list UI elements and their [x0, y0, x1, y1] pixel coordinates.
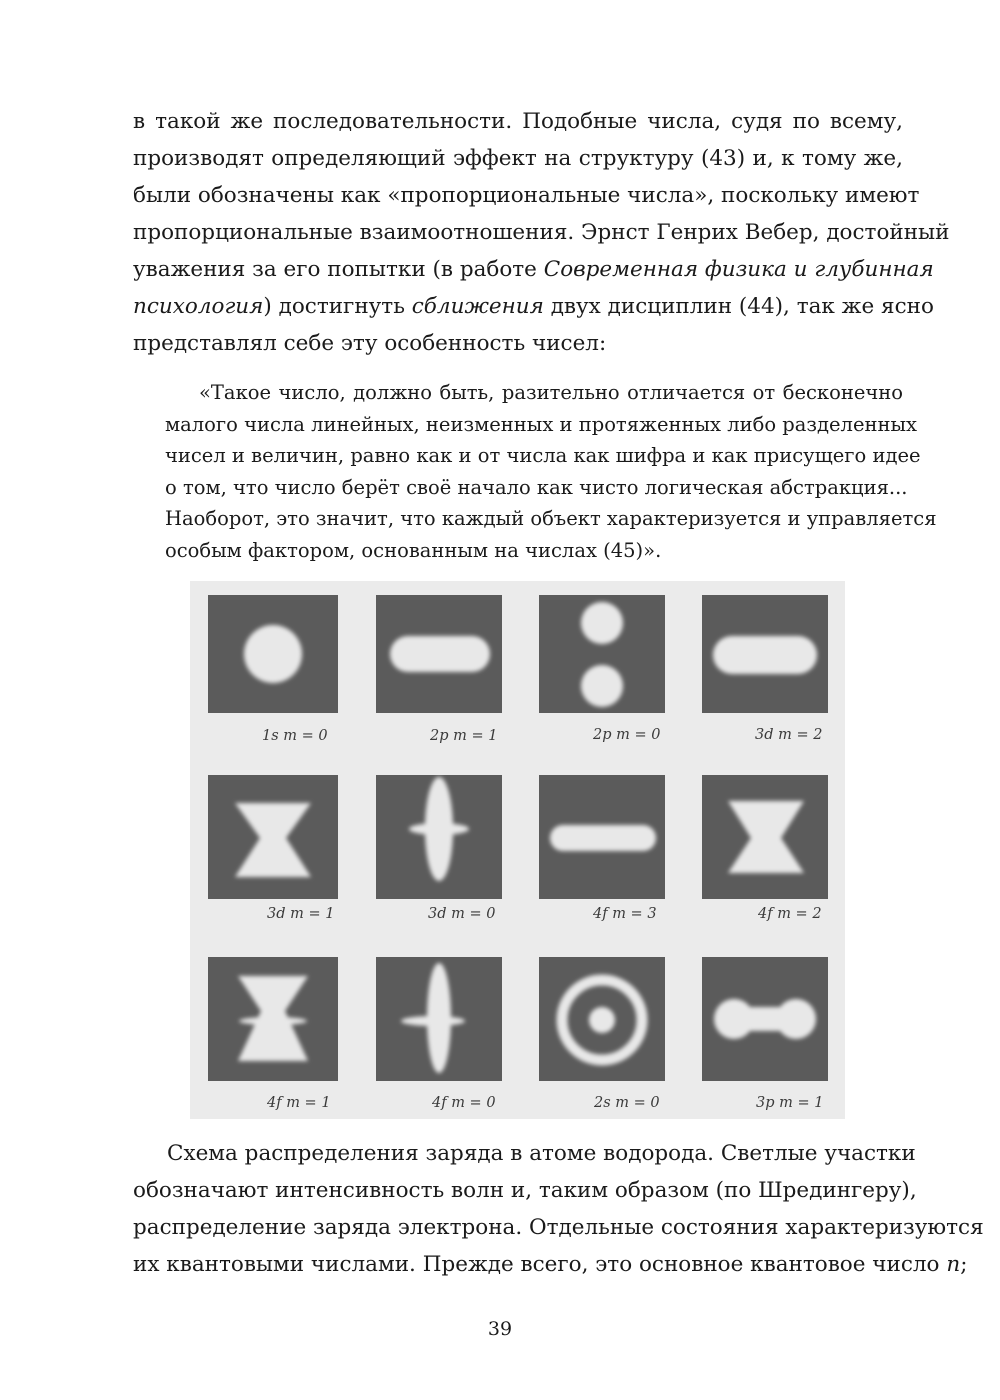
caption-line: их квантовыми числами. Прежде всего, это основное квантовое число n;	[133, 1252, 968, 1277]
symbol-n: n	[946, 1252, 961, 1277]
orbital-3d-m0	[376, 775, 502, 899]
body-line: психология) достигнуть сближения двух дисциплин (44), так же ясно	[133, 294, 934, 319]
orbital-4f-m0	[376, 957, 502, 1081]
orbital-label: 1s m = 0	[262, 728, 328, 744]
orbital-label: 3d m = 2	[755, 727, 823, 743]
orbital-label: 2s m = 0	[594, 1095, 660, 1111]
quote-line: о том, что число берёт своё начало как чисто логическая абстракция...	[165, 475, 908, 499]
orbital-label: 4f m = 3	[593, 906, 657, 922]
orbital-1s	[208, 595, 338, 713]
block-quote	[165, 377, 937, 566]
book-title: Современная физика и глубинная	[543, 257, 934, 282]
orbital-4f-m3	[539, 775, 665, 899]
page-number: 39	[487, 1318, 513, 1340]
orbital-figure	[190, 581, 845, 1119]
orbital-label: 4f m = 0	[432, 1095, 496, 1111]
caption-line: Схема распределения заряда в атоме водорода. Светлые участки	[167, 1141, 916, 1166]
orbital-label: 3d m = 0	[428, 906, 496, 922]
orbital-4f-m1	[208, 957, 338, 1081]
orbital-2p-m0	[539, 595, 665, 713]
orbital-3p-m1	[702, 957, 828, 1081]
orbital-4f-m2	[702, 775, 828, 899]
body-line: уважения за его попытки (в работе Современная физика и глубинная	[133, 257, 934, 282]
caption-line: обозначают интенсивность волн и, таким образом (по Шредингеру),	[133, 1178, 917, 1203]
orbital-label: 3p m = 1	[756, 1095, 824, 1111]
body-line: в такой же последовательности. Подобные числа, судя по всему,	[133, 109, 903, 134]
emphasis: сближения	[411, 294, 544, 319]
body-line: производят определяющий эффект на структуру (43) и, к тому же,	[133, 146, 903, 171]
book-title: психология	[133, 294, 264, 319]
body-line: представлял себе эту особенность чисел:	[133, 331, 607, 356]
figure-caption	[133, 1135, 984, 1283]
orbital-label: 2p m = 0	[593, 727, 661, 743]
quote-line: «Такое число, должно быть, разительно отличается от бесконечно	[199, 381, 903, 404]
orbital-label: 2p m = 1	[430, 728, 498, 744]
orbital-label: 4f m = 1	[267, 1095, 331, 1111]
quote-line: малого числа линейных, неизменных и протяженных либо разделенных	[165, 412, 917, 436]
orbital-label: 4f m = 2	[758, 906, 822, 922]
orbital-label: 3d m = 1	[267, 906, 335, 922]
orbital-3d-m1	[208, 775, 338, 899]
quote-line: чисел и величин, равно как и от числа как шифра и как присущего идее	[165, 444, 921, 467]
orbital-2s	[539, 957, 665, 1081]
caption-line: распределение заряда электрона. Отдельные состояния характеризуются	[133, 1215, 984, 1240]
quote-line: Наоборот, это значит, что каждый объект характеризуется и управляется	[165, 507, 937, 530]
orbital-2p-m1	[376, 595, 502, 713]
body-line: пропорциональные взаимоотношения. Эрнст Генрих Вебер, достойный	[133, 220, 950, 245]
body-line: были обозначены как «пропорциональные числа», поскольку имеют	[133, 183, 920, 208]
quote-line: особым фактором, основанным на числах (45)».	[165, 538, 662, 562]
body-paragraph	[133, 103, 950, 362]
orbital-3d-m2	[702, 595, 828, 713]
